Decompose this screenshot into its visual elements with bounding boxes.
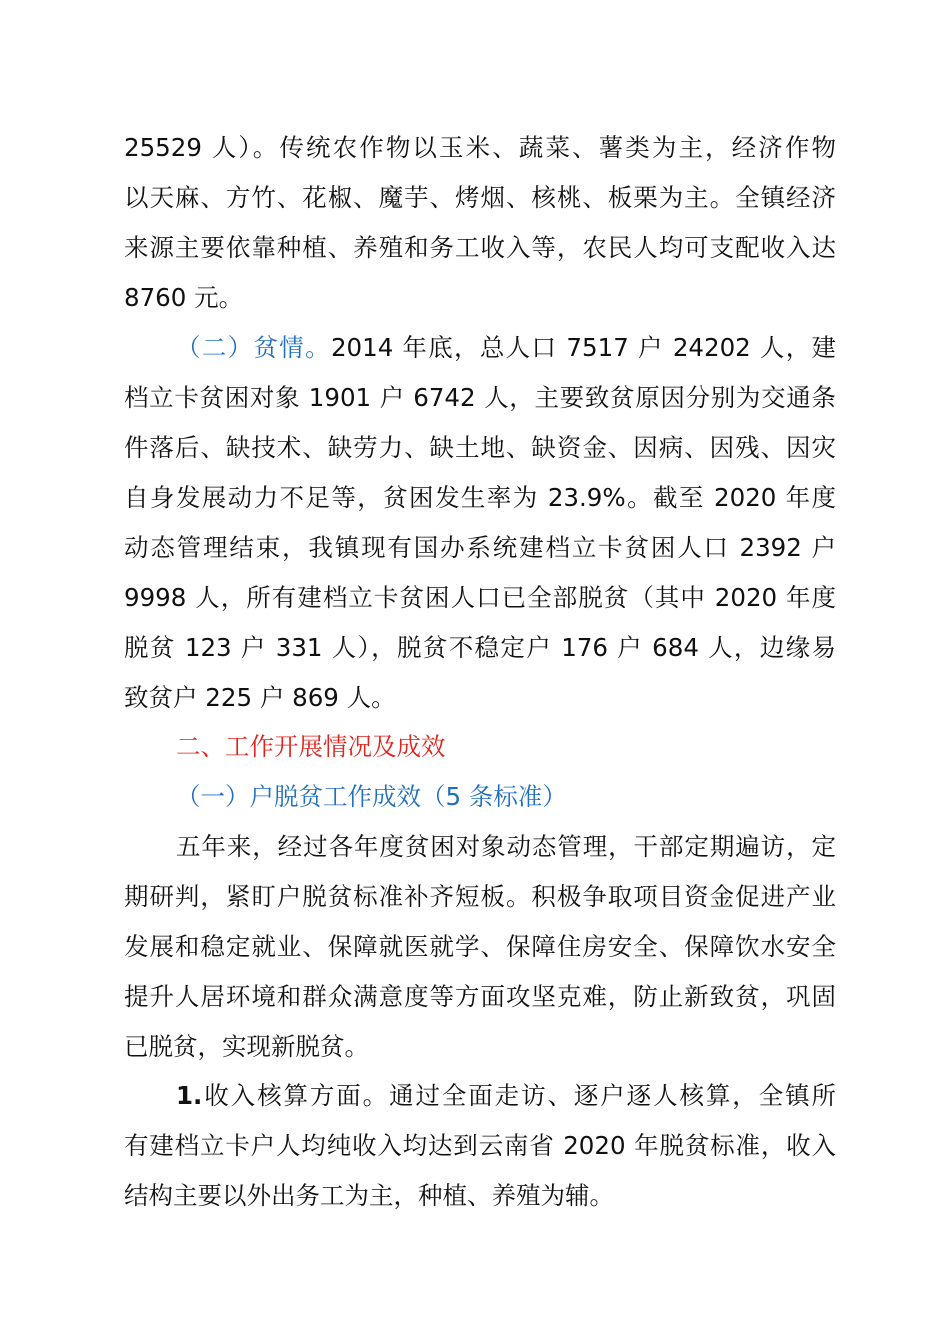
paragraph-4-line-3: 结构主要以外出务工为主，种植、养殖为辅。 <box>124 1181 614 1210</box>
paragraph-3-line-4: 提升人居环境和群众满意度等方面攻坚克难，防止新致贫，巩固 <box>124 982 836 1011</box>
paragraph-2-line-4: 自身发展动力不足等，贫困发生率为 23.9%。截至 2020 年度 <box>124 483 836 512</box>
paragraph-2-line-2: 档立卡贫困对象 1901 户 6742 人，主要致贫原因分别为交通条 <box>124 383 836 412</box>
section-title: 二、工作开展情况及成效 <box>176 732 446 761</box>
item-number: 1. <box>176 1081 203 1110</box>
paragraph-3-line-2: 期研判，紧盯户脱贫标准补齐短板。积极争取项目资金促进产业 <box>124 882 836 911</box>
paragraph-4-line-1-text: 收入核算方面。通过全面走访、逐户逐人核算，全镇所 <box>202 1081 836 1110</box>
paragraph-4-line-2: 有建档立卡户人均纯收入均达到云南省 2020 年脱贫标准，收入 <box>124 1131 836 1160</box>
subsection-title: （一）户脱贫工作成效（5 条标准） <box>176 782 567 811</box>
paragraph-2-line-5: 动态管理结束，我镇现有国办系统建档立卡贫困人口 2392 户 <box>124 533 836 562</box>
paragraph-2-line-1 <box>176 328 836 368</box>
paragraph-2-line-3: 件落后、缺技术、缺劳力、缺土地、缺资金、因病、因残、因灾 <box>124 433 836 462</box>
paragraph-1-line-3: 来源主要依靠种植、养殖和务工收入等，农民人均可支配收入达 <box>124 233 836 262</box>
paragraph-3-line-3: 发展和稳定就业、保障就医就学、保障住房安全、保障饮水安全 <box>124 932 836 961</box>
paragraph-2-line-1-text: 2014 年底，总人口 7517 户 24202 人，建 <box>330 333 836 362</box>
paragraph-1-line-1: 25529 人）。传统农作物以玉米、蔬菜、薯类为主，经济作物 <box>124 133 836 162</box>
paragraph-1-line-2: 以天麻、方竹、花椒、魔芋、烤烟、核桃、板栗为主。全镇经济 <box>124 183 836 212</box>
paragraph-3-line-5: 已脱贫，实现新脱贫。 <box>124 1032 369 1061</box>
paragraph-1-line-4: 8760 元。 <box>124 283 244 312</box>
paragraph-2-line-6: 9998 人，所有建档立卡贫困人口已全部脱贫（其中 2020 年度 <box>124 583 836 612</box>
paragraph-3-line-1: 五年来，经过各年度贫困对象动态管理，干部定期遍访，定 <box>176 832 836 861</box>
paragraph-4-line-1 <box>176 1076 836 1116</box>
paragraph-2-line-8: 致贫户 225 户 869 人。 <box>124 683 396 712</box>
paragraph-2-line-7: 脱贫 123 户 331 人），脱贫不稳定户 176 户 684 人，边缘易 <box>124 633 836 662</box>
poverty-heading: （二）贫情。 <box>176 333 331 362</box>
